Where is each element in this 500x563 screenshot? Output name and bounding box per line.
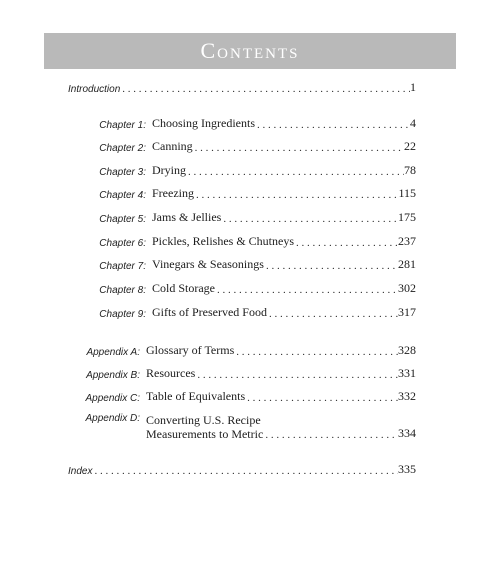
toc-leader-dots bbox=[194, 189, 398, 201]
toc-entry-label: Chapter 1: bbox=[99, 120, 146, 131]
toc-leader-dots bbox=[193, 142, 404, 154]
toc-entry-title: Gifts of Preserved Food bbox=[152, 305, 267, 319]
toc-entry-page: 334 bbox=[398, 426, 416, 440]
toc-entry-title: Jams & Jellies bbox=[152, 210, 222, 224]
toc-entry-label: Appendix C: bbox=[85, 393, 140, 404]
toc-entry-page: 1 bbox=[410, 80, 416, 94]
contents-header bbox=[44, 33, 456, 69]
toc-entry-page: 328 bbox=[398, 343, 416, 357]
toc-entry-page: 4 bbox=[410, 116, 416, 130]
toc-entry-title: Table of Equivalents bbox=[146, 389, 246, 403]
toc-entry-page: 302 bbox=[398, 281, 416, 295]
toc-entry-title: Vinegars & Seasonings bbox=[152, 257, 264, 271]
toc-entry-label: Chapter 8: bbox=[99, 285, 146, 296]
toc-entry-title: Pickles, Relishes & Chutneys bbox=[152, 234, 294, 248]
toc-leader-dots bbox=[294, 237, 398, 249]
toc-entry-page: 317 bbox=[398, 305, 416, 319]
toc-leader-dots bbox=[215, 284, 398, 296]
toc-entry-title-line-2: Measurements to Metric bbox=[146, 427, 264, 441]
toc-entry-title bbox=[140, 413, 263, 441]
toc-entry-chapter-5[interactable] bbox=[68, 210, 416, 225]
toc-leader-dots bbox=[255, 119, 410, 131]
toc-entry-page: 335 bbox=[398, 462, 416, 476]
toc-entry-title: Drying bbox=[152, 163, 186, 177]
toc-entry-appendix-a[interactable] bbox=[68, 343, 416, 358]
toc-leader-dots bbox=[264, 260, 398, 272]
toc-entry-chapter-2[interactable] bbox=[68, 139, 416, 154]
toc-entry-appendix-b[interactable] bbox=[68, 366, 416, 381]
toc-entry-title: Cold Storage bbox=[152, 281, 215, 295]
toc-entry-index[interactable] bbox=[68, 462, 416, 477]
toc-entry-page: 331 bbox=[398, 366, 416, 380]
toc-entry-label: Chapter 2: bbox=[99, 143, 146, 154]
toc-entry-chapter-8[interactable] bbox=[68, 281, 416, 296]
toc-leader-dots bbox=[120, 83, 410, 95]
toc-entry-appendix-c[interactable] bbox=[68, 389, 416, 404]
toc-entry-label: Index bbox=[68, 466, 93, 477]
toc-leader-dots bbox=[234, 346, 398, 358]
toc-entry-chapter-7[interactable] bbox=[68, 257, 416, 272]
toc-entry-label: Chapter 4: bbox=[99, 190, 146, 201]
toc-entry-chapter-6[interactable] bbox=[68, 234, 416, 249]
toc-leader-dots bbox=[186, 166, 404, 178]
toc-entry-label: Chapter 7: bbox=[99, 261, 146, 272]
toc-entry-chapter-9[interactable] bbox=[68, 305, 416, 320]
toc-entry-label: Appendix A: bbox=[86, 347, 140, 358]
toc-entry-page: 332 bbox=[398, 389, 416, 403]
toc-leader-dots bbox=[263, 429, 398, 441]
toc-leader-dots bbox=[267, 308, 398, 320]
toc-entry-chapter-3[interactable] bbox=[68, 163, 416, 178]
toc-entry-page: 115 bbox=[398, 186, 416, 200]
toc-entry-label: Chapter 9: bbox=[99, 309, 146, 320]
toc-leader-dots bbox=[195, 369, 398, 381]
toc-leader-dots bbox=[92, 465, 398, 477]
toc-leader-dots bbox=[245, 392, 398, 404]
toc-entry-label: Introduction bbox=[68, 84, 121, 95]
toc-entry-appendix-d[interactable] bbox=[68, 413, 416, 441]
toc-entry-chapter-4[interactable] bbox=[68, 186, 416, 201]
toc-entry-title: Resources bbox=[146, 366, 196, 380]
toc-entry-chapter-1[interactable] bbox=[68, 116, 416, 131]
toc-entry-title: Glossary of Terms bbox=[146, 343, 235, 357]
toc-entry-label: Chapter 5: bbox=[99, 214, 146, 225]
toc-entry-label: Chapter 6: bbox=[99, 238, 146, 249]
toc-entry-introduction[interactable] bbox=[68, 80, 416, 95]
toc-entry-label: Appendix D: bbox=[85, 413, 140, 424]
toc-entry-label: Appendix B: bbox=[86, 370, 140, 381]
toc-entry-page: 22 bbox=[404, 139, 416, 153]
toc-entry-label: Chapter 3: bbox=[99, 167, 146, 178]
toc-entry-title: Canning bbox=[152, 139, 193, 153]
toc-entry-page: 237 bbox=[398, 234, 416, 248]
contents-title: Contents bbox=[200, 38, 300, 63]
toc-entry-title: Choosing Ingredients bbox=[152, 116, 255, 130]
toc-entry-title: Freezing bbox=[152, 186, 194, 200]
toc-entry-page: 281 bbox=[398, 257, 416, 271]
toc-leader-dots bbox=[221, 213, 398, 225]
toc-entry-page: 175 bbox=[398, 210, 416, 224]
toc-entry-page: 78 bbox=[404, 163, 416, 177]
toc-entry-title-line-1: Converting U.S. Recipe bbox=[146, 413, 261, 427]
